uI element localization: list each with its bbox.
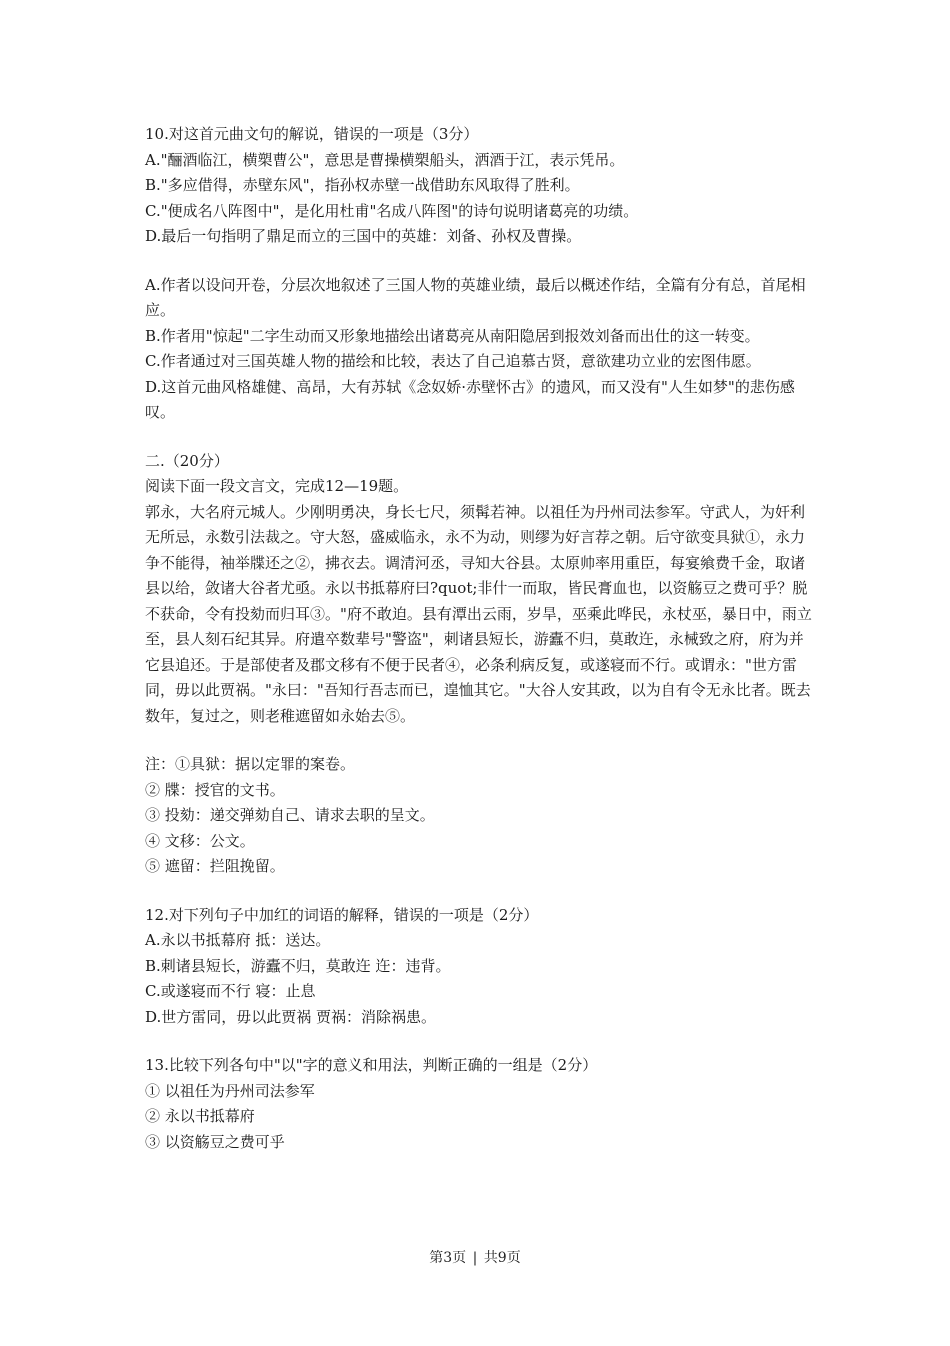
question-10-option-b: B."多应借得，赤壁东风"，指孙权赤壁一战借助东风取得了胜利。 xyxy=(145,176,580,194)
classical-passage: 郭永，大名府元城人。少刚明勇决，身长七尺，须髯若神。以祖任为丹州司法参军。守武人，为奸利无所忌，永数引法裁之。守大怒，盛威临永，永不为动，则缪为好言荐之朝。后守欲变具狱①，永力争不能得，袖举牒还之②，拂衣去。调清河丞，寻知大谷县。太原帅率用重臣，每宴飨费千金，取诸县以给，敛诸大谷者尤亟。永以书抵幕府曰?quot;非什一而取，皆民膏血也，以资觞豆之费可乎？脱不获命，令有投劾而归耳③。"府不敢迫。县有潭出云雨，岁旱，巫乘此哗民，永杖巫，暴日中，雨立至，县人刻石纪其异。府遣卒数辈号"警盗"，刺诸县短长，游蠹不归，莫敢迕，永械致之府，府为并它县追还。于是部使者及郡文移有不便于民者④，必条利病反复，或遂寝而不行。或谓永："世方雷同，毋以此贾祸。"永曰："吾知行吾志而已，遑恤其它。"大谷人安其政，以为自有令无永比者。既去数年，复过之，则老稚遮留如永始去⑤。 xyxy=(145,502,812,725)
spacer xyxy=(145,729,815,752)
note-4: ④ 文移：公文。 xyxy=(145,831,255,850)
page-number-current: 第3页 xyxy=(429,1250,467,1266)
question-10-stem: 10.对这首元曲文句的解说，错误的一项是（3分） xyxy=(145,125,479,143)
question-13-item-2: ② 永以书抵幕府 xyxy=(145,1107,255,1125)
spacer xyxy=(145,426,815,449)
note-1: 注：①具狱：据以定罪的案卷。 xyxy=(145,755,356,773)
note-2: ② 牒：授官的文书。 xyxy=(145,780,285,799)
question-13-item-1: ① 以祖任为丹州司法参军 xyxy=(145,1081,315,1100)
question-10-option-d: D.最后一句指明了鼎足而立的三国中的英雄：刘备、孙权及曹操。 xyxy=(145,227,582,245)
question-13-stem: 13.比较下列各句中"以"字的意义和用法，判断正确的一组是（2分） xyxy=(145,1056,598,1074)
question-12-option-b: B.刺诸县短长，游蠹不归，莫敢迕 迕：违背。 xyxy=(145,956,451,975)
question-10-option-c: C."便成名八阵图中"，是化用杜甫"名成八阵图"的诗句说明诸葛亮的功绩。 xyxy=(145,201,639,220)
question-11-option-b: B.作者用"惊起"二字生动而又形象地描绘出诸葛亮从南阳隐居到报效刘备而出仕的这一转变。 xyxy=(145,326,760,345)
question-11-option-a: A.作者以设问开卷，分层次地叙述了三国人物的英雄业绩，最后以概述作结，全篇有分有总，首尾相应。 xyxy=(145,275,806,319)
spacer xyxy=(145,880,815,903)
section-2-heading: 二.（20分） xyxy=(145,451,229,470)
question-11-option-d: D.这首元曲风格雄健、高昂，大有苏轼《念奴娇·赤壁怀古》的遗风，而又没有"人生如梦"的悲伤感叹。 xyxy=(145,377,795,421)
page-number-separator: | xyxy=(472,1250,478,1266)
page-footer xyxy=(0,1247,950,1267)
spacer xyxy=(145,250,815,273)
page-number-total: 共9页 xyxy=(483,1250,521,1266)
note-3: ③ 投劾：递交弹劾自己、请求去职的呈文。 xyxy=(145,806,435,824)
question-12-option-c: C.或遂寝而不行 寝：止息 xyxy=(145,982,316,1000)
question-12-option-a: A.永以书抵幕府 抵：送达。 xyxy=(145,931,331,949)
spacer xyxy=(145,1030,815,1053)
document-page xyxy=(145,122,815,1155)
question-12-option-d: D.世方雷同，毋以此贾祸 贾祸：消除祸患。 xyxy=(145,1007,437,1026)
question-10-option-a: A."酾酒临江，横槊曹公"，意思是曹操横槊船头，洒酒于江，表示凭吊。 xyxy=(145,150,625,169)
note-5: ⑤ 遮留：拦阻挽留。 xyxy=(145,857,285,875)
section-2-instruction: 阅读下面一段文言文，完成12—19题。 xyxy=(145,477,409,495)
question-11-option-c: C.作者通过对三国英雄人物的描绘和比较，表达了自己追慕古贤，意欲建功立业的宏图伟愿。 xyxy=(145,352,761,370)
question-12-stem: 12.对下列句子中加红的词语的解释，错误的一项是（2分） xyxy=(145,905,539,924)
question-13-item-3: ③ 以资觞豆之费可乎 xyxy=(145,1132,285,1151)
